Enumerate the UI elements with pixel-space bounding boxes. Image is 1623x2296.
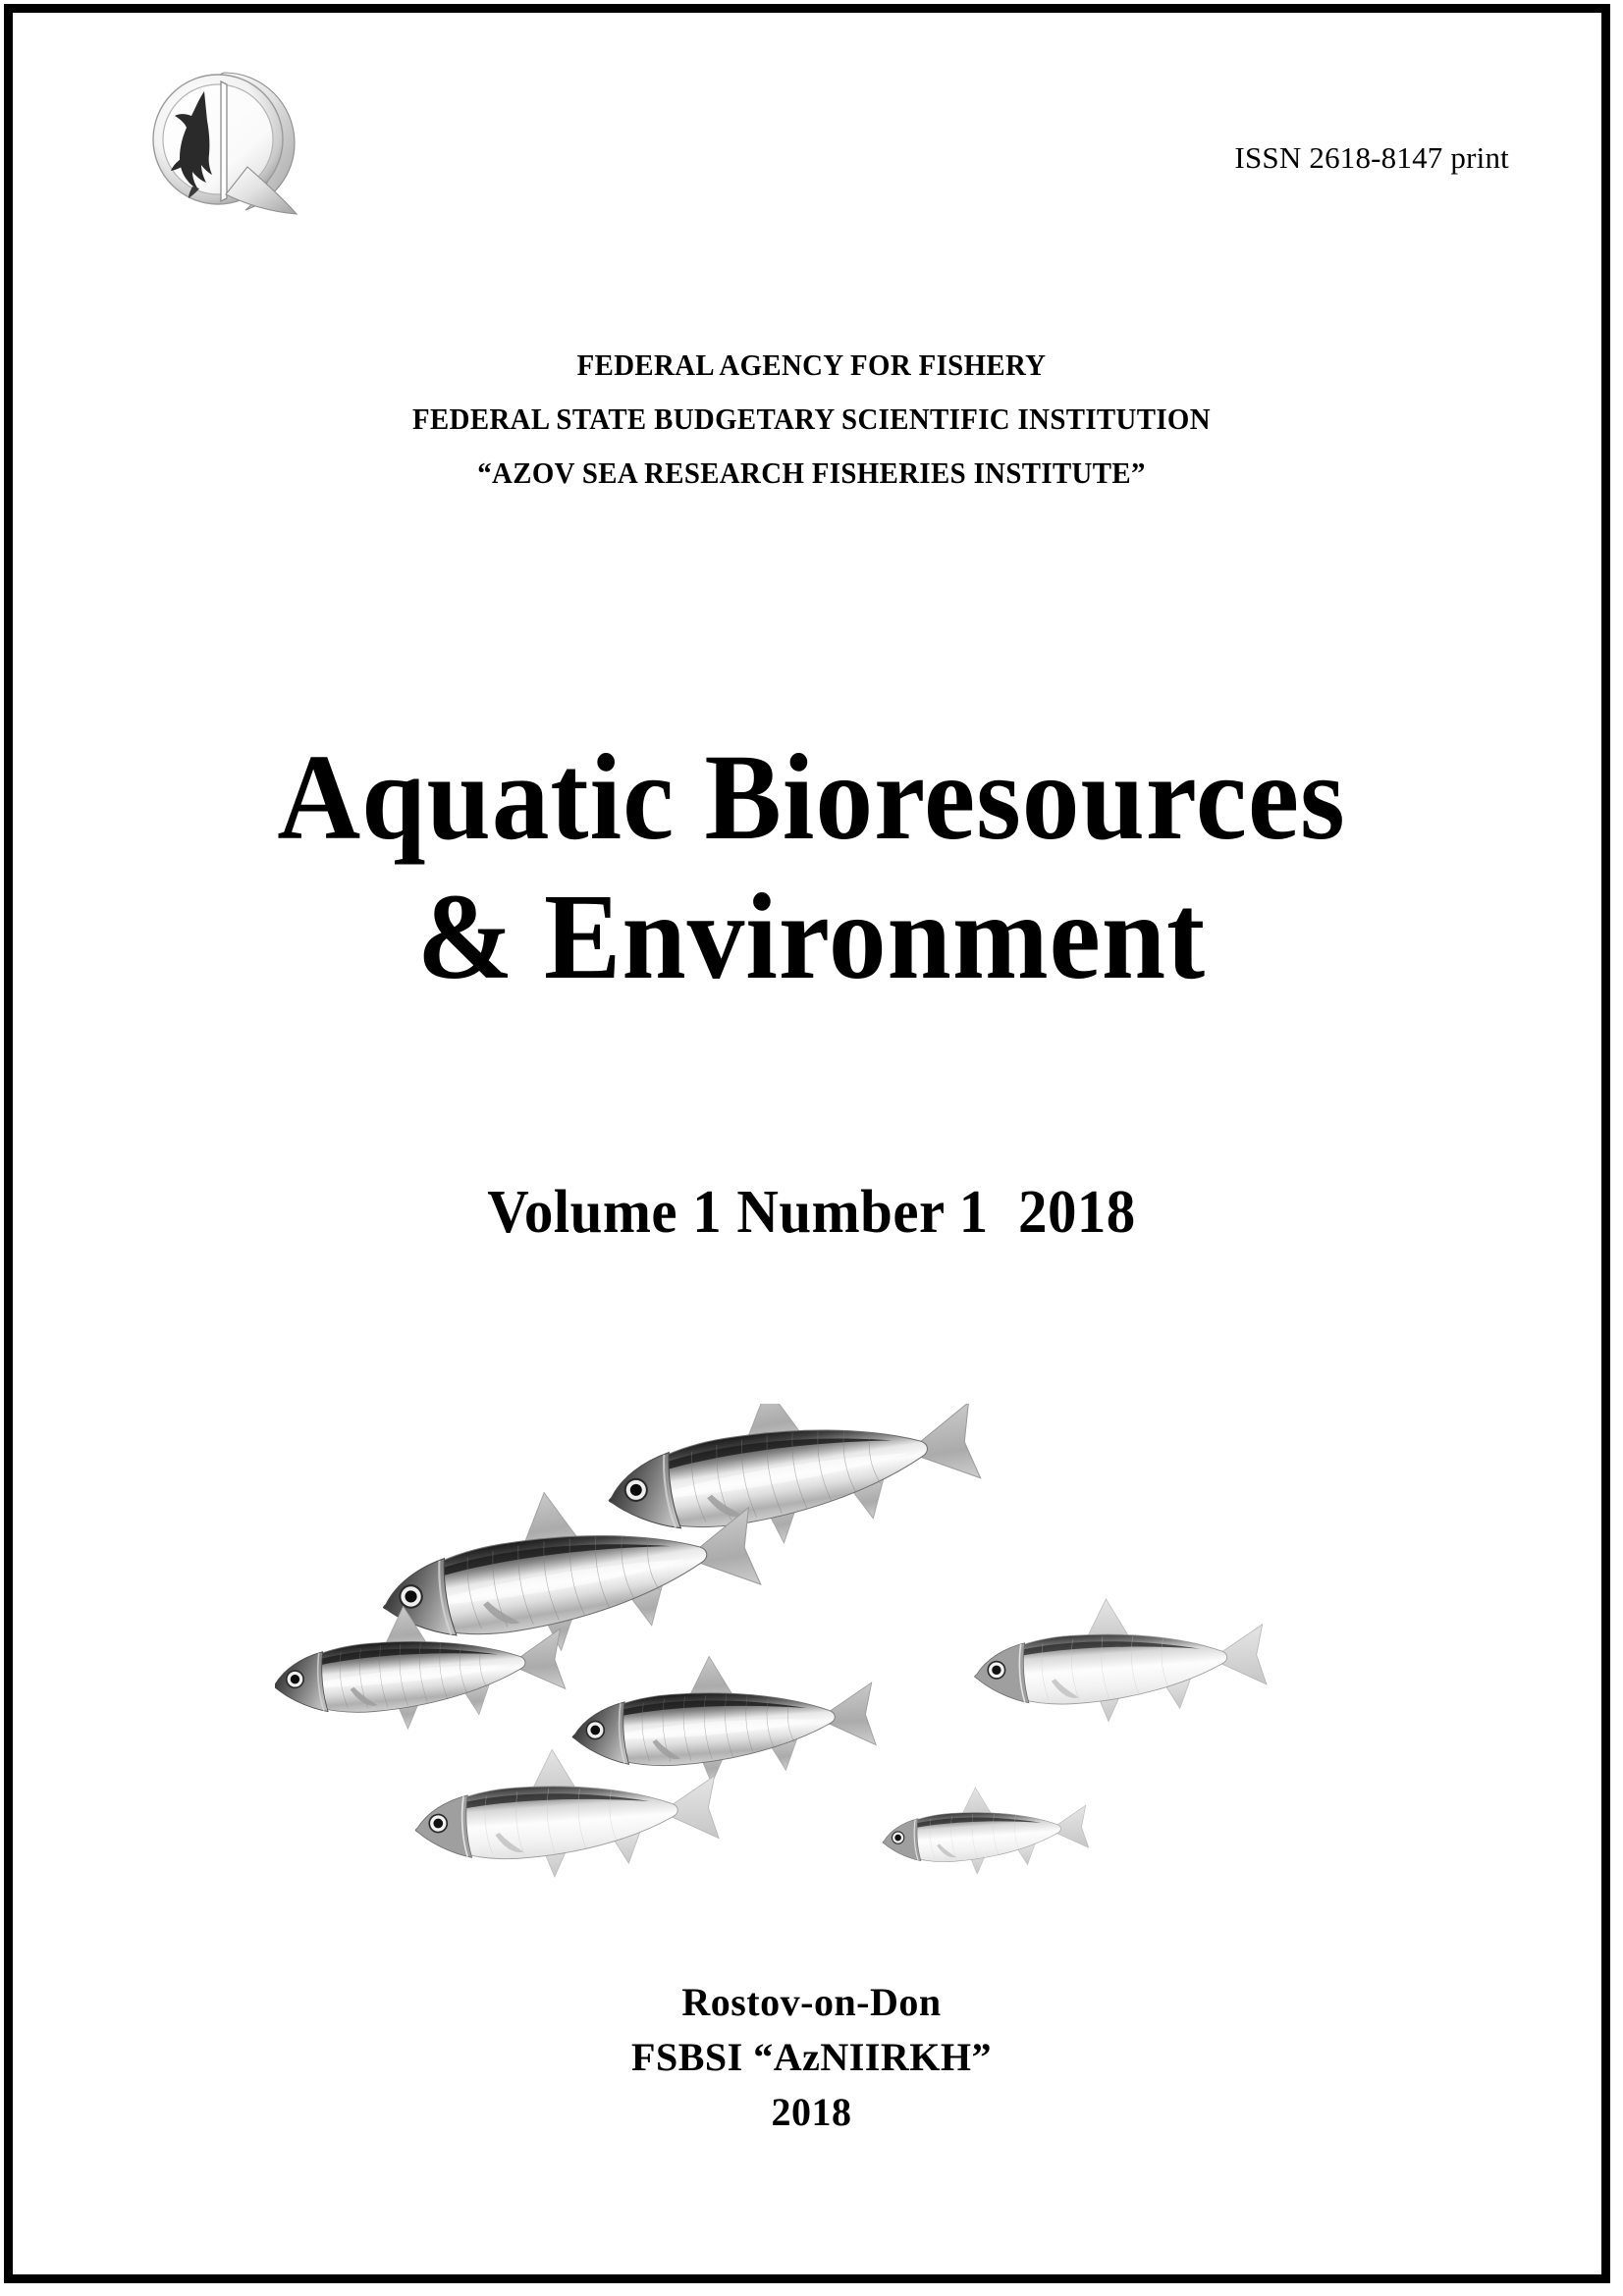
organization-line-2: FEDERAL STATE BUDGETARY SCIENTIFIC INSTITUTION xyxy=(412,401,1211,436)
issn-text: ISSN 2618-8147 print xyxy=(1234,140,1509,175)
logo-vertical-bar xyxy=(221,81,227,201)
journal-title-line-2: & Environment xyxy=(416,870,1207,1005)
fish-4 xyxy=(568,1645,878,1792)
organization-line-1: FEDERAL AGENCY FOR FISHERY xyxy=(576,347,1047,382)
fish-5 xyxy=(970,1588,1269,1731)
imprint-city: Rostov-on-Don xyxy=(681,1980,942,2024)
imprint-year: 2018 xyxy=(771,2090,852,2134)
imprint-block xyxy=(0,1975,1623,2140)
journal-title xyxy=(0,728,1623,1007)
journal-title-line-1: Aquatic Bioresources xyxy=(277,730,1346,866)
organization-block xyxy=(0,338,1623,500)
issue-line: Volume 1 Number 1 2018 xyxy=(487,1179,1136,1246)
school-of-fish-illustration xyxy=(275,1404,1335,1904)
azniirkh-logo xyxy=(147,65,304,222)
imprint-publisher: FSBSI “AzNIIRKH” xyxy=(631,2035,992,2079)
organization-line-3: “AZOV SEA RESEARCH FISHERIES INSTITUTE” xyxy=(477,455,1146,490)
fish-7 xyxy=(879,1780,1090,1880)
